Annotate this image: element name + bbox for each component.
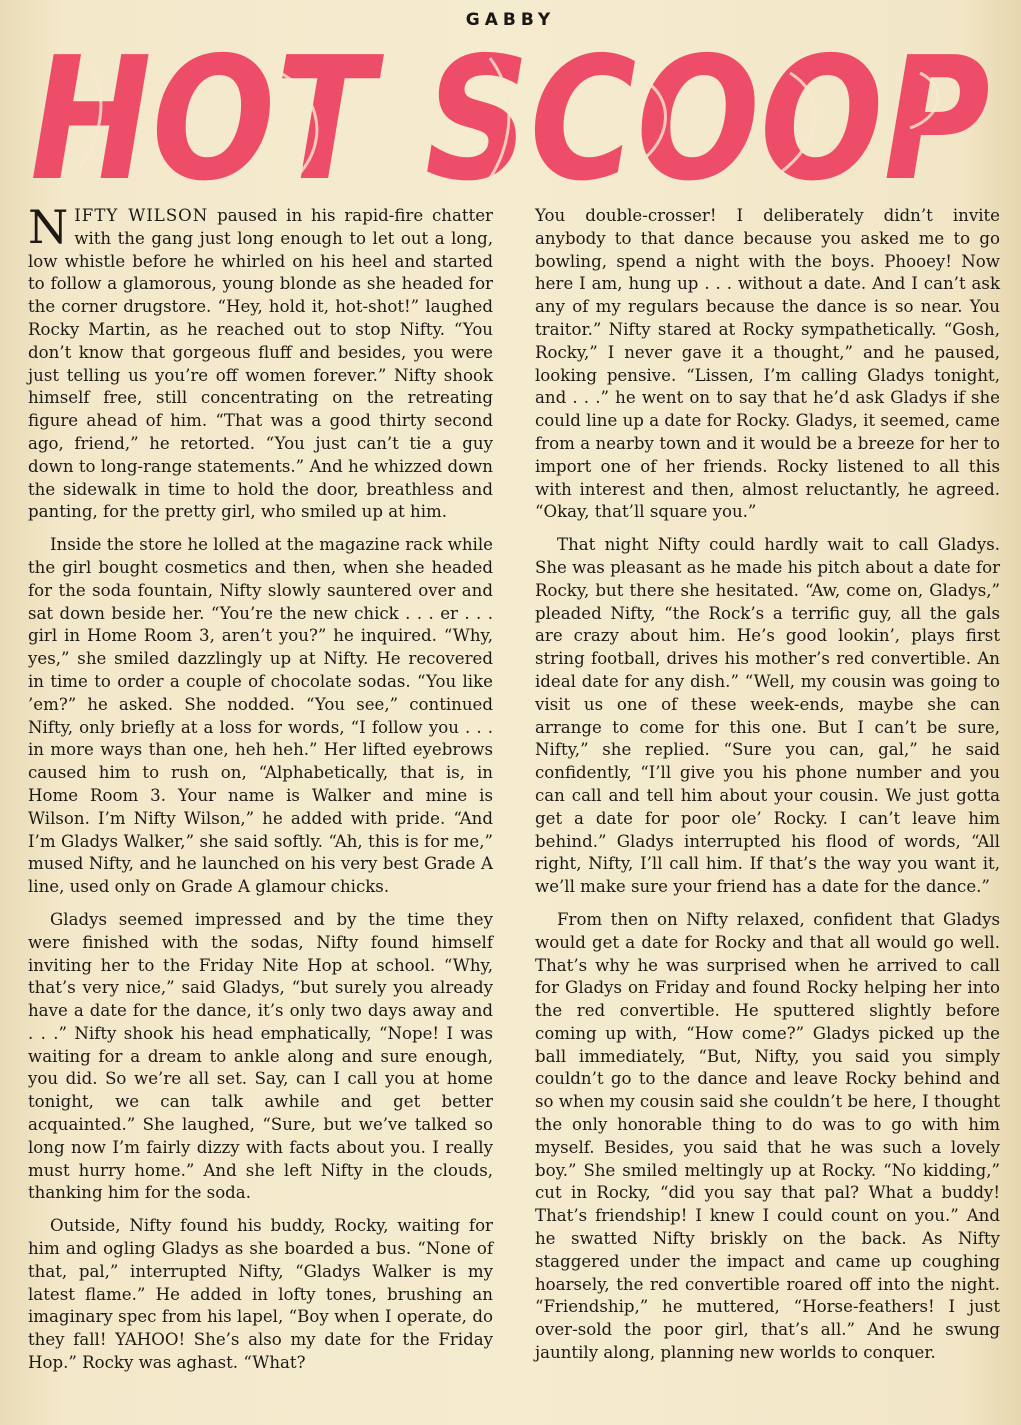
- story-paragraph: Gladys seemed impressed and by the time they were finished with the sodas, Nifty found himself inviting her to the Friday Nite Hop at school. “Why, that’s very nice,” said Gladys, “but surely you already have a date for the dance, it’s only two days away and . . .” Nifty shook his head emphatically, “Nope! I was waiting for a dream to ankle along and sure enough, you did. So we’re all set. Say, can I call you at home tonight, we can talk awhile and get better acquainted.” She laughed, “Sure, but we’ve talked so long now I’m fairly dizzy with facts about you. I really must hurry home.” And she left Nifty in the clouds, thanking him for the soda.: [28, 909, 493, 1203]
- series-title: GABBY: [465, 10, 556, 30]
- right-column: [535, 205, 1000, 1375]
- story-paragraph: [28, 200, 493, 524]
- story-paragraph: You double-crosser! I deliberately didn’t invite anybody to that dance because you asked me to go bowling, spend a night with the boys. Phooey! Now here I am, hung up . . . without a date. And I can’t ask any of my regulars because the dance is so near. You traitor.” Nifty stared at Rocky sympathetically. “Gosh, Rocky,” I never gave it a thought,” and he paused, looking pensive. “Lissen, I’m calling Gladys tonight, and . . .” he went on to say that he’d ask Gladys if she could line up a date for Rocky. Gladys, it seemed, came from a nearby town and it would be a breeze for her to import one of her friends. Rocky listened to all this with interest and then, almost reluctantly, he agreed. “Okay, that’ll square you.”: [535, 206, 1000, 522]
- headline-graphic: [20, 28, 1001, 198]
- headline: [20, 28, 1001, 198]
- opening-caps: IFTY WILSON: [74, 206, 209, 225]
- story-paragraph: From then on Nifty relaxed, confident that Gladys would get a date for Rocky and that all would go well. That’s why he was surprised when he arrived to call for Gladys on Friday and found Rocky helping her into the red convertible. He sputtered slightly before coming up with, “How come?” Gladys picked up the ball immediately, “But, Nifty, you said you simply couldn’t go to the dance and leave Rocky behind and so when my cousin said she couldn’t be here, I thought the only honorable thing to do was to go with him myself. Besides, you said that he was such a lovely boy.” She smiled meltingly up at Rocky. “No kidding,” cut in Rocky, “did you say that pal? What a buddy! That’s friendship! I knew I could count on you.” And he swatted Nifty briskly on the back. As Nifty staggered under the impact and came up coughing hoarsely, the red convertible roared off into the night. “Friendship,” he muttered, “Horse-feathers! I just over-sold the poor girl, that’s all.” And he swung jauntily along, planning new worlds to conquer.: [535, 909, 1000, 1363]
- story-paragraph: Inside the store he lolled at the magazine rack while the girl bought cosmetics and then, when she headed for the soda fountain, Nifty slowly sauntered over and sat down beside her. “You’re the new chick . . . er . . . girl in Home Room 3, aren’t you?” he inquired. “Why, yes,” she smiled dazzlingly up at Nifty. He recovered in time to order a couple of chocolate sodas. “You like ’em?” he asked. She nodded. “You see,” continued Nifty, only briefly at a loss for words, “I follow you . . . in more ways than one, heh heh.” Her lifted eyebrows caused him to rush on, “Alphabetically, that is, in Home Room 3. Your name is Walker and mine is Wilson. I’m Nifty Wilson,” he added with pride. “And I’m Gladys Walker,” she said softly. “Ah, this is for me,” mused Nifty, and he launched on his very best Grade A line, used only on Grade A glamour chicks.: [28, 535, 493, 897]
- paragraph-text: paused in his rapid-fire chatter with the gang just long enough to let out a long, low whistle before he whirled on his heel and started to follow a glamorous, young blonde as she headed for the corner drugstore. “Hey, hold it, hot-shot!” laughed Rocky Martin, as he reached out to stop Nifty. “You don’t know that gorgeous fluff and besides, you were just telling us you’re off women forever.” Nifty shook himself free, still concentrating on the retreating figure ahead of him. “That was a good thirty second ago, friend,” he retorted. “You just can’t tie a guy down to long-range statements.” And he whizzed down the sidewalk in time to hold the door, breathless and panting, for the pretty girl, who smiled up at him.: [28, 206, 493, 522]
- drop-cap: N: [28, 200, 69, 254]
- story-paragraph: That night Nifty could hardly wait to call Gladys. She was pleasant as he made his pitch about a date for Rocky, but there she hesitated. “Aw, come on, Gladys,” pleaded Nifty, “the Rock’s a terrific guy, all the gals are crazy about him. He’s good lookin’, plays first string football, drives his mother’s red convertible. An ideal date for any dish.” “Well, my cousin was going to visit us one of these week-ends, maybe she can arrange to come for this one. But I can’t be sure, Nifty,” she replied. “Sure you can, gal,” he said confidently, “I’ll give you his phone number and you can call and tell him about your cousin. We just gotta get a date for poor ole’ Rocky. I can’t leave him behind.” Gladys interrupted his flood of words, “All right, Nifty, I’ll call him. If that’s the way you want it, we’ll make sure your friend has a date for the dance.”: [535, 535, 1000, 897]
- headline-text: HOT SCOOP: [30, 28, 991, 198]
- story-paragraph: Outside, Nifty found his buddy, Rocky, waiting for him and ogling Gladys as she boarded a bus. “None of that, pal,” interrupted Nifty, “Gladys Walker is my latest flame.” He added in lofty tones, brushing an imaginary spec from his lapel, “Boy when I operate, do they fall! YAHOO! She’s also my date for the Friday Hop.” Rocky was aghast. “What?: [28, 1216, 493, 1373]
- left-column: [28, 200, 493, 1385]
